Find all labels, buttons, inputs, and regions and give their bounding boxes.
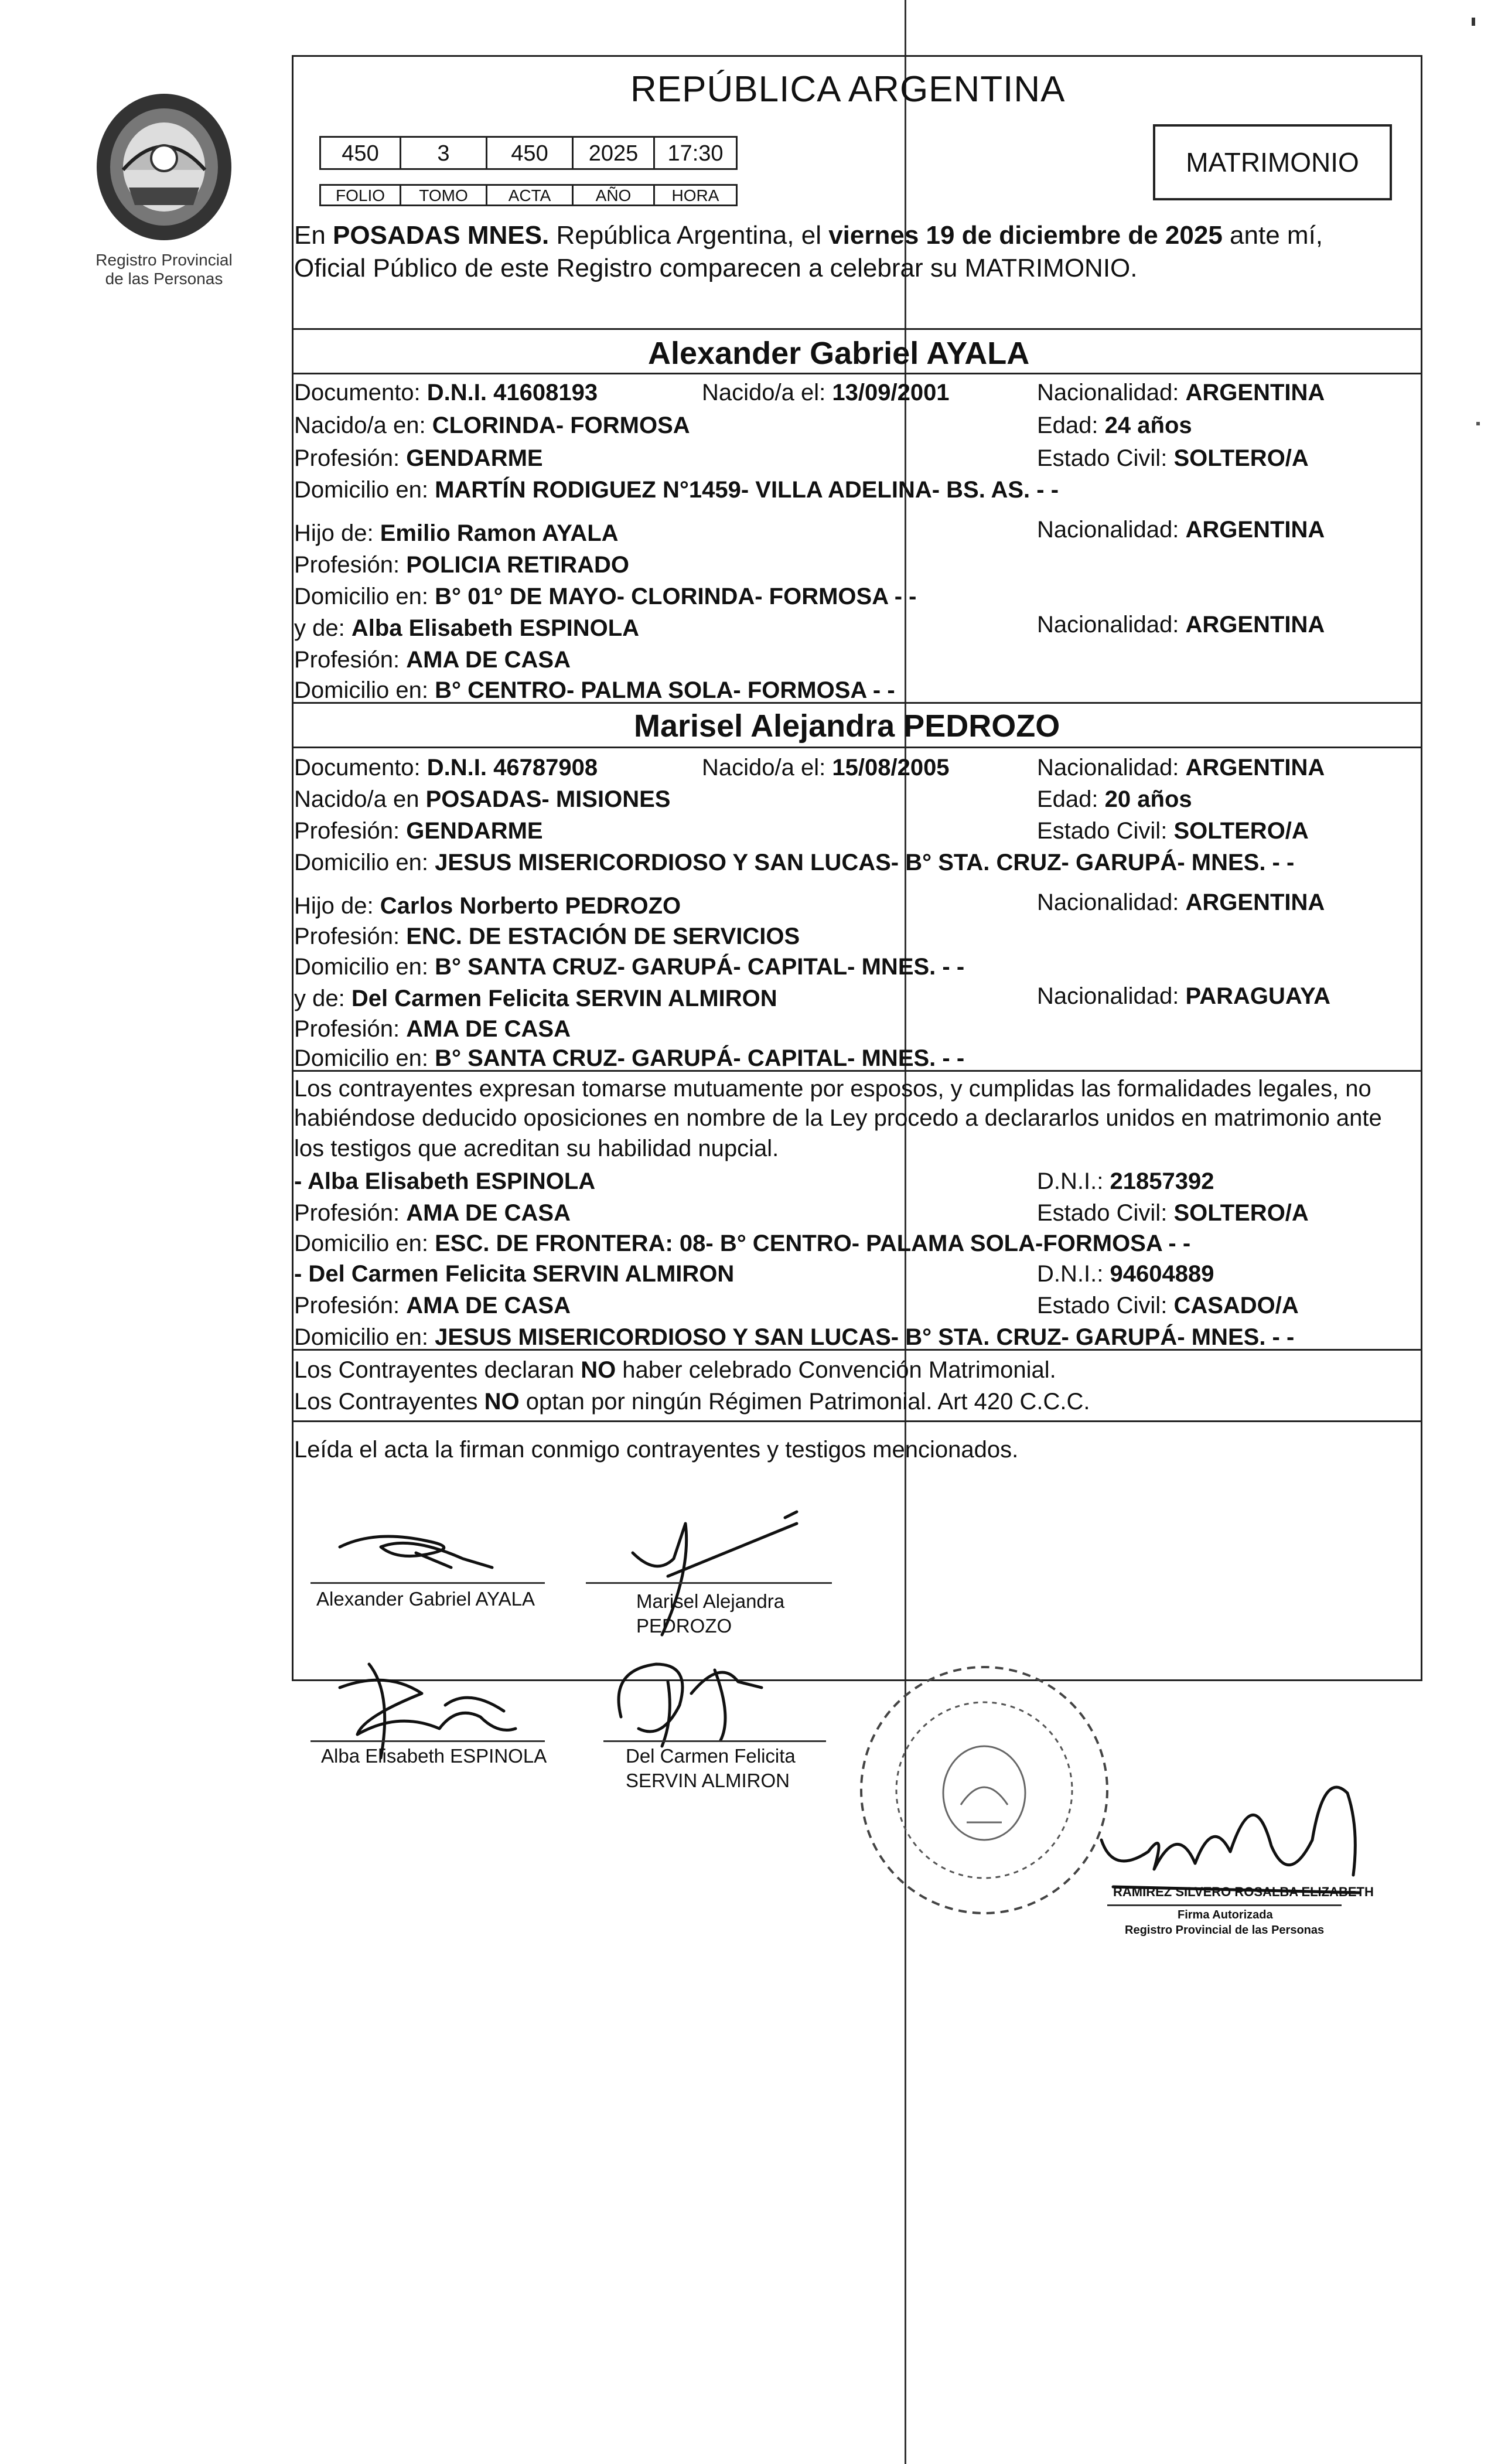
spouse1-padre-domicilio xyxy=(294,585,916,608)
closing-text: Leída el acta la firman conmigo contrayentes y testigos mencionados. xyxy=(294,1437,1019,1463)
record-box-folio-label: FOLIO xyxy=(319,184,401,206)
field-value: ARGENTINA xyxy=(1185,517,1325,543)
field-label: Domicilio en: xyxy=(294,850,428,875)
official-role: Firma Autorizada xyxy=(1178,1909,1273,1921)
signature-2-name-2: PEDROZO xyxy=(636,1615,732,1637)
record-box-ano-value: 2025 xyxy=(572,136,655,170)
signature-3-name: Alba Elisabeth ESPINOLA xyxy=(321,1745,547,1767)
signature-2-line xyxy=(586,1582,832,1584)
scan-mark xyxy=(1476,422,1480,425)
intro-date: viernes 19 de diciembre de 2025 xyxy=(828,221,1223,250)
spouse2-edad xyxy=(1037,788,1192,811)
signature-4-name-2: SERVIN ALMIRON xyxy=(626,1770,790,1791)
record-box-hora-label: HORA xyxy=(653,184,738,206)
intro-place: POSADAS MNES. xyxy=(333,221,550,250)
text-part: haber celebrado Convención Matrimonial. xyxy=(616,1357,1056,1383)
witness2-dni xyxy=(1037,1262,1214,1286)
field-label: Documento: xyxy=(294,380,421,405)
field-value: Del Carmen Felicita SERVIN ALMIRON xyxy=(351,986,777,1011)
field-value: POSADAS- MISIONES xyxy=(425,786,671,812)
spouse2-name: Marisel Alejandra PEDROZO xyxy=(634,708,1060,744)
field-label: Domicilio en: xyxy=(294,584,428,609)
record-box-acta-label: ACTA xyxy=(486,184,574,206)
divider xyxy=(292,1070,1422,1072)
field-value: GENDARME xyxy=(406,445,543,471)
field-label: Estado Civil: xyxy=(1037,1293,1168,1318)
intro-mid: República Argentina, el xyxy=(549,221,829,250)
field-value: GENDARME xyxy=(406,818,543,844)
field-label: Domicilio en: xyxy=(294,477,428,503)
spouse1-nacido-el xyxy=(702,381,950,404)
field-value: 21857392 xyxy=(1110,1168,1214,1194)
spouse1-madre-nacionalidad xyxy=(1037,613,1325,636)
field-label: Profesión: xyxy=(294,1200,400,1226)
field-label: Domicilio en: xyxy=(294,1324,428,1350)
field-value: ARGENTINA xyxy=(1185,380,1325,405)
spouse1-padre-profesion xyxy=(294,553,629,577)
declaration-line-3: los testigos que acreditan su habilidad nupcial. xyxy=(294,1136,779,1161)
field-label: Hijo de: xyxy=(294,520,374,546)
witness2-profesion xyxy=(294,1294,571,1317)
spouse2-padre-profesion xyxy=(294,925,800,948)
field-value: Alba Elisabeth ESPINOLA xyxy=(351,615,640,641)
spouse2-domicilio xyxy=(294,851,1294,874)
signature-1-name: Alexander Gabriel AYALA xyxy=(316,1588,535,1610)
field-label: Profesión: xyxy=(294,1293,400,1318)
spouse1-nacido-en xyxy=(294,414,690,437)
field-value: AMA DE CASA xyxy=(406,1016,571,1042)
field-value: JESUS MISERICORDIOSO Y SAN LUCAS- B° STA. CRUZ- GARUPÁ- MNES. - - xyxy=(435,1324,1295,1350)
spouse2-nacionalidad xyxy=(1037,756,1325,779)
field-value: AMA DE CASA xyxy=(406,1293,571,1318)
spouse2-documento xyxy=(294,756,598,779)
field-value: 24 años xyxy=(1104,413,1192,438)
spouse1-madre xyxy=(294,616,639,640)
official-org: Registro Provincial de las Personas xyxy=(1125,1924,1325,1937)
field-value: ARGENTINA xyxy=(1185,612,1325,638)
province-seal-icon xyxy=(88,88,240,246)
field-label: D.N.I.: xyxy=(1037,1168,1104,1194)
field-label: Nacionalidad: xyxy=(1037,890,1179,915)
field-label: Estado Civil: xyxy=(1037,1200,1168,1226)
field-label: Domicilio en: xyxy=(294,1231,428,1256)
field-label: Estado Civil: xyxy=(1037,445,1168,471)
spouse2-madre-domicilio xyxy=(294,1047,964,1070)
spouse2-profesion xyxy=(294,819,543,843)
spouse1-domicilio xyxy=(294,478,1059,502)
text-part: Los Contrayentes declaran xyxy=(294,1357,581,1383)
field-label: Nacionalidad: xyxy=(1037,755,1179,781)
field-value: Carlos Norberto PEDROZO xyxy=(380,893,681,919)
divider xyxy=(292,1349,1422,1351)
spouse2-padre-nacionalidad xyxy=(1037,891,1325,914)
field-value: PARAGUAYA xyxy=(1185,983,1330,1009)
spouse1-nacionalidad xyxy=(1037,381,1325,404)
field-value: POLICIA RETIRADO xyxy=(406,552,629,578)
intro-prefix: En xyxy=(294,221,333,250)
signature-1-icon xyxy=(328,1512,504,1582)
signature-3-line xyxy=(310,1740,545,1742)
field-label: Profesión: xyxy=(294,1016,400,1042)
field-value: 94604889 xyxy=(1110,1261,1214,1287)
field-label: Documento: xyxy=(294,755,421,781)
field-label: y de: xyxy=(294,986,345,1011)
registry-logo xyxy=(88,88,240,288)
field-value: Emilio Ramon AYALA xyxy=(380,520,619,546)
record-box-folio-value: 450 xyxy=(319,136,401,170)
field-label: Domicilio en: xyxy=(294,677,428,703)
field-value: AMA DE CASA xyxy=(406,647,571,673)
field-value: ARGENTINA xyxy=(1185,755,1325,781)
spouse2-madre-profesion xyxy=(294,1017,571,1041)
official-signature-line xyxy=(1107,1904,1342,1906)
witness2-name xyxy=(294,1262,734,1286)
field-value: B° SANTA CRUZ- GARUPÁ- CAPITAL- MNES. - - xyxy=(435,954,965,980)
field-value: SOLTERO/A xyxy=(1173,1200,1309,1226)
field-value: MARTÍN RODIGUEZ N°1459- VILLA ADELINA- BS. AS. - - xyxy=(435,477,1059,503)
signature-2-name-1: Marisel Alejandra xyxy=(636,1590,785,1612)
field-label: Domicilio en: xyxy=(294,1045,428,1071)
spouse2-estado-civil xyxy=(1037,819,1309,843)
field-value: B° CENTRO- PALMA SOLA- FORMOSA - - xyxy=(435,677,895,703)
field-label: Profesión: xyxy=(294,445,400,471)
page-title: REPÚBLICA ARGENTINA xyxy=(630,69,1066,110)
field-value: SOLTERO/A xyxy=(1173,818,1309,844)
spouse2-madre xyxy=(294,987,777,1010)
record-box-ano-label: AÑO xyxy=(572,184,655,206)
witness1-profesion xyxy=(294,1201,571,1225)
field-label: Estado Civil: xyxy=(1037,818,1168,844)
spouse2-nacido-en xyxy=(294,788,670,811)
scan-mark xyxy=(1472,18,1475,26)
official-name: RAMIREZ SILVERO ROSALBA ELIZABETH xyxy=(1113,1884,1374,1899)
field-label: Nacionalidad: xyxy=(1037,380,1179,405)
field-value: ESC. DE FRONTERA: 08- B° CENTRO- PALAMA SOLA-FORMOSA - - xyxy=(435,1231,1191,1256)
field-value: D.N.I. 41608193 xyxy=(426,380,598,405)
field-label: D.N.I.: xyxy=(1037,1261,1104,1287)
spouse1-edad xyxy=(1037,414,1192,437)
field-value: ARGENTINA xyxy=(1185,890,1325,915)
record-box-tomo-label: TOMO xyxy=(400,184,487,206)
field-value: - Alba Elisabeth ESPINOLA xyxy=(294,1168,596,1194)
field-label: Hijo de: xyxy=(294,893,374,919)
intro-line-1 xyxy=(294,223,1323,248)
field-value: D.N.I. 46787908 xyxy=(426,755,598,781)
field-value: CASADO/A xyxy=(1173,1293,1299,1318)
witness1-estado-civil xyxy=(1037,1201,1309,1225)
intro-suffix: ante mí, xyxy=(1222,221,1323,250)
declaration-line-1: Los contrayentes expresan tomarse mutuamente por esposos, y cumplidas las formalidades legales, no xyxy=(294,1076,1371,1102)
spouse2-padre xyxy=(294,894,681,918)
field-value: 13/09/2001 xyxy=(832,380,950,405)
spouse1-padre-nacionalidad xyxy=(1037,518,1325,541)
field-value: AMA DE CASA xyxy=(406,1200,571,1226)
witness1-name xyxy=(294,1170,595,1193)
field-label: y de: xyxy=(294,615,345,641)
field-label: Profesión: xyxy=(294,552,400,578)
signature-1-line xyxy=(310,1582,545,1584)
field-label: Profesión: xyxy=(294,923,400,949)
field-label: Edad: xyxy=(1037,413,1098,438)
divider xyxy=(292,1420,1422,1422)
text-part: NO xyxy=(581,1357,616,1383)
spouse2-madre-nacionalidad xyxy=(1037,984,1330,1008)
spouse1-madre-domicilio xyxy=(294,679,895,702)
field-label: Edad: xyxy=(1037,786,1098,812)
field-label: Profesión: xyxy=(294,818,400,844)
spouse2-nacido-el xyxy=(702,756,950,779)
divider xyxy=(292,702,1422,704)
field-value: JESUS MISERICORDIOSO Y SAN LUCAS- B° STA. CRUZ- GARUPÁ- MNES. - - xyxy=(435,850,1295,875)
field-label: Nacionalidad: xyxy=(1037,612,1179,638)
intro-line-2: Oficial Público de este Registro comparecen a celebrar su MATRIMONIO. xyxy=(294,254,1138,282)
field-label: Nacido/a en xyxy=(294,786,419,812)
witness1-dni xyxy=(1037,1170,1214,1193)
divider xyxy=(292,328,1422,330)
field-value: - Del Carmen Felicita SERVIN ALMIRON xyxy=(294,1261,735,1287)
witness2-estado-civil xyxy=(1037,1294,1299,1317)
declaration-line-2: habiéndose deducido oposiciones en nombre de la Ley procedo a declararlos unidos en matrimonio ante xyxy=(294,1105,1382,1131)
spouse1-name: Alexander Gabriel AYALA xyxy=(648,336,1030,371)
regime-line-2 xyxy=(294,1390,1090,1413)
field-value: B° SANTA CRUZ- GARUPÁ- CAPITAL- MNES. - - xyxy=(435,1045,965,1071)
divider xyxy=(292,747,1422,748)
witness1-domicilio xyxy=(294,1232,1190,1255)
regime-line-1 xyxy=(294,1358,1056,1382)
divider xyxy=(292,373,1422,374)
field-label: Profesión: xyxy=(294,647,400,673)
witness2-domicilio xyxy=(294,1325,1294,1349)
record-box-tomo-value: 3 xyxy=(400,136,487,170)
text-part: NO xyxy=(484,1389,520,1415)
logo-caption-1: Registro Provincial xyxy=(95,251,233,269)
signature-4-icon xyxy=(598,1647,785,1752)
field-value: CLORINDA- FORMOSA xyxy=(432,413,690,438)
field-value: 20 años xyxy=(1104,786,1192,812)
field-label: Nacionalidad: xyxy=(1037,983,1179,1009)
spouse1-padre xyxy=(294,522,619,545)
field-value: SOLTERO/A xyxy=(1173,445,1309,471)
spouse1-documento xyxy=(294,381,598,404)
signature-4-name-1: Del Carmen Felicita xyxy=(626,1745,796,1767)
field-value: 15/08/2005 xyxy=(832,755,950,781)
record-box-hora-value: 17:30 xyxy=(653,136,738,170)
field-label: Nacido/a el: xyxy=(702,755,826,781)
field-label: Nacionalidad: xyxy=(1037,517,1179,543)
spouse1-madre-profesion xyxy=(294,648,571,672)
spouse1-profesion xyxy=(294,447,543,470)
field-label: Nacido/a en: xyxy=(294,413,426,438)
logo-caption-2: de las Personas xyxy=(105,270,223,288)
field-label: Domicilio en: xyxy=(294,954,428,980)
field-label: Nacido/a el: xyxy=(702,380,826,405)
text-part: Los Contrayentes xyxy=(294,1389,484,1415)
record-box-acta-value: 450 xyxy=(486,136,574,170)
record-type-box: MATRIMONIO xyxy=(1153,124,1392,200)
spouse1-estado-civil xyxy=(1037,447,1309,470)
field-value: ENC. DE ESTACIÓN DE SERVICIOS xyxy=(406,923,800,949)
text-part: optan por ningún Régimen Patrimonial. Art 420 C.C.C. xyxy=(519,1389,1090,1415)
spouse2-padre-domicilio xyxy=(294,955,964,979)
field-value: B° 01° DE MAYO- CLORINDA- FORMOSA - - xyxy=(435,584,917,609)
signature-4-line xyxy=(603,1740,826,1742)
